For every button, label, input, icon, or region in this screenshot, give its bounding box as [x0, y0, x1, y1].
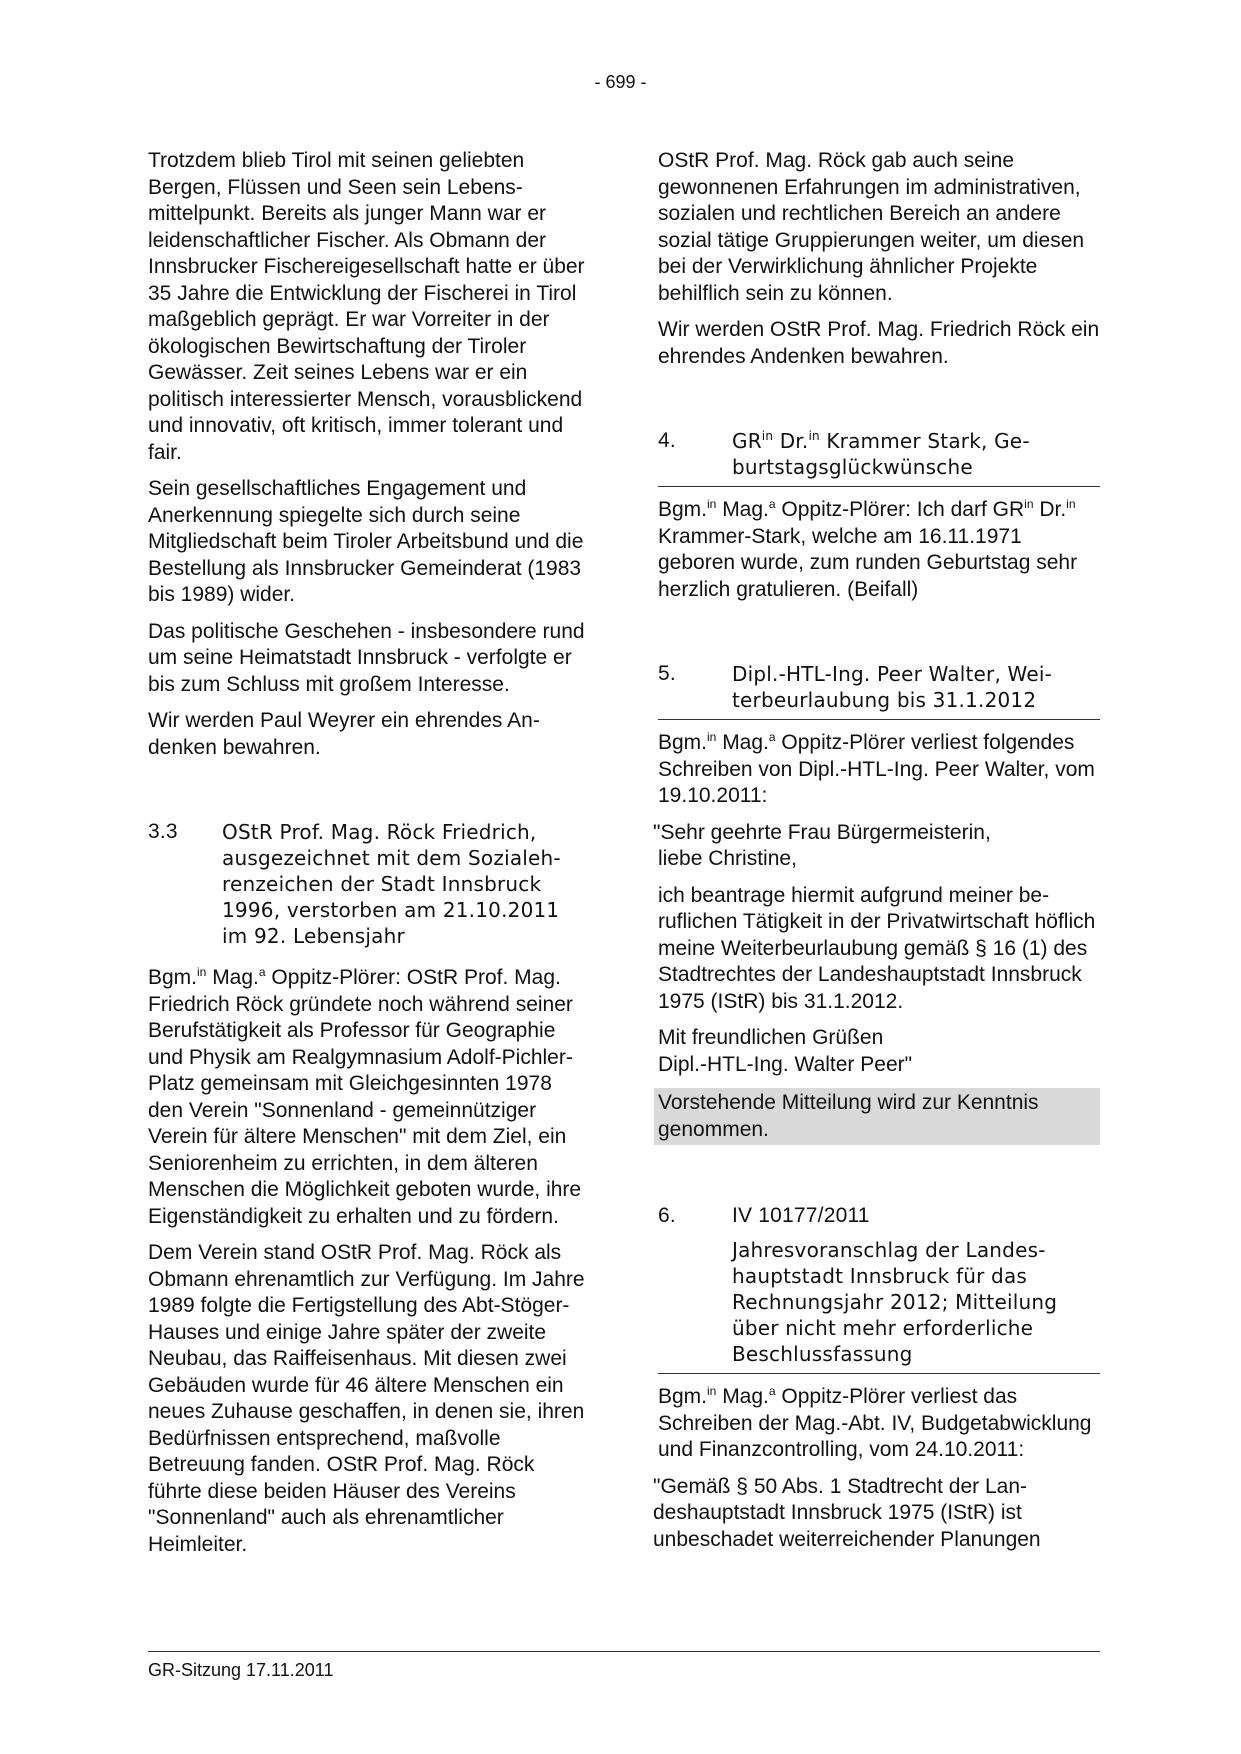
paragraph: OStR Prof. Mag. Röck gab auch seine gewonnenen Erfahrungen im administrativen, sozialen und rechtlichen Bereich an andere sozial tätige Gruppierungen weiter, um diesen bei der Verwirklichung ähnlicher Projekte behilflich sein zu können.	[658, 149, 1085, 305]
section-heading-6	[658, 1203, 1100, 1229]
letter-body: ich beantrage hiermit aufgrund meiner beruflichen Tätigkeit in der Privatwirtschaft höflich meine Weiterbeurlaubung gemäß § 16 (1) des Stadtrechtes der Landeshauptstadt Innsbruck 1975 (IStR) bis 31.1.2012.	[658, 883, 1096, 1013]
section-code: IV 10177/2011	[732, 1204, 870, 1227]
paragraph: Sein gesellschaftliches Engagement und Anerkennung spiegelte sich durch seine Mitgliedschaft beim Tiroler Arbeitsbund und die Bestellung als Innsbrucker Gemeinderat (1983 bis 1989) wider.	[148, 477, 584, 606]
letter-closing: Mit freundlichen Grüßen Dipl.-HTL-Ing. Walter Peer"	[658, 1026, 913, 1076]
section-heading-3-3	[148, 819, 588, 955]
paragraph: "Gemäß § 50 Abs. 1 Stadtrecht der Landeshauptstadt Innsbruck 1975 (IStR) ist unbeschadet weiterreichender Planungen	[653, 1474, 1041, 1551]
section-heading-5	[658, 661, 1100, 720]
paragraph: Dem Verein stand OStR Prof. Mag. Röck als Obmann ehrenamtlich zur Verfügung. Im Jahre 1989 folgte die Fertigstellung des Abt-Stöger-Hauses und einige Jahre später der zweite Neubau, das Raiffeisenhaus. Mit diesen zwei Gebäuden wurde für 46 ältere Menschen ein neues Zuhause geschaffen, in denen sie, ihren Bedürfnissen entsprechend, maßvolle Betreuung fanden. OStR Prof. Mag. Röck führte diese beiden Häuser des Vereins "Sonnenland" auch als ehrenamtlicher Heimleiter.	[148, 1241, 585, 1556]
footer-divider	[148, 1651, 1100, 1652]
footer-session-label: GR-Sitzung 17.11.2011	[148, 1660, 334, 1680]
section-title: Jahresvoranschlag der Landeshauptstadt Innsbruck für das Rechnungsjahr 2012; Mitteilung über nicht mehr erforderliche Beschlussfassung	[732, 1238, 1058, 1366]
section-number: 3.3	[148, 820, 178, 843]
left-column	[148, 148, 588, 1558]
section-number: 4.	[658, 429, 676, 452]
paragraph: Bgm.$^{in}$ Mag.$^a$ Oppitz-Plörer: OStR Prof. Mag. Friedrich Röck gründete noch während seiner Berufstätigkeit als Professor für Geographie und Physik am Realgymnasium Adolf-Pichler-Platz gemeinsam mit Gleichgesinnten 1978 den Verein "Sonnenland - gemeinnütziger Verein für ältere Menschen" mit dem Ziel, ein Seniorenheim zu errichten, in dem älteren Menschen die Möglichkeit geboten wurde, ihre Eigenständigkeit zu erhalten und zu fördern.	[148, 965, 582, 1228]
paragraph: Wir werden OStR Prof. Mag. Friedrich Röck ein ehrendes Andenken bewahren.	[658, 318, 1100, 368]
section-heading-4	[658, 428, 1100, 487]
paragraph: Trotzdem blieb Tirol mit seinen geliebten Bergen, Flüssen und Seen sein Lebensmittelpunkt. Bereits als junger Mann war er leidenschaftlicher Fischer. Als Obmann der Innsbrucker Fischereigesellschaft hatte er über 35 Jahre die Entwicklung der Fischerei in Tirol maßgeblich geprägt. Er war Vorreiter in der ökologischen Bewirtschaftung der Tiroler Gewässer. Zeit seines Lebens war er ein politisch interessierter Mensch, vorausblickend und innovativ, oft kritisch, immer tolerant und fair.	[148, 149, 585, 464]
section-title: $GR^{in}$ Dr.$^{in}$ Krammer Stark, Geburtstagsglückwünsche	[732, 429, 1030, 479]
letter-salutation: "Sehr geehrte Frau Bürgermeisterin, liebe Christine,	[653, 820, 991, 870]
section-number: 5.	[658, 662, 676, 685]
resolution-highlight: Vorstehende Mitteilung wird zur Kenntnis genommen.	[654, 1088, 1100, 1145]
paragraph: Wir werden Paul Weyrer ein ehrendes Andenken bewahren.	[148, 709, 540, 759]
paragraph: Das politische Geschehen - insbesondere rund um seine Heimatstadt Innsbruck - verfolgte er bis zum Schluss mit großem Interesse.	[148, 619, 585, 696]
section-title: Dipl.-HTL-Ing. Peer Walter, Weiterbeurlaubung bis 31.1.2012	[732, 662, 1052, 712]
paragraph: Bgm.$^{in}$ Mag.$^a$ Oppitz-Plörer: Ich darf $GR^{in}$ Dr.$^{in}$ Krammer-Stark, welche am 16.11.1971 geboren wurde, zum runden Geburtstag sehr herzlich gratulieren. (Beifall)	[658, 497, 1078, 601]
section-number: 6.	[658, 1204, 676, 1227]
page-number: - 699 -	[594, 72, 647, 92]
right-column	[653, 148, 1100, 1553]
paragraph: Bgm.$^{in}$ Mag.$^a$ Oppitz-Plörer verliest das Schreiben der Mag.-Abt. IV, Budgetabwicklung und Finanzcontrolling, vom 24.10.2011:	[658, 1384, 1092, 1461]
paragraph: Bgm.$^{in}$ Mag.$^a$ Oppitz-Plörer verliest folgendes Schreiben von Dipl.-HTL-Ing. Peer Walter, vom 19.10.2011:	[658, 730, 1095, 807]
section-title: OStR Prof. Mag. Röck Friedrich, ausgezeichnet mit dem Sozialehrenzeichen der Stadt Innsbruck 1996, verstorben am 21.10.2011 im 92. Lebensjahr	[222, 820, 561, 948]
